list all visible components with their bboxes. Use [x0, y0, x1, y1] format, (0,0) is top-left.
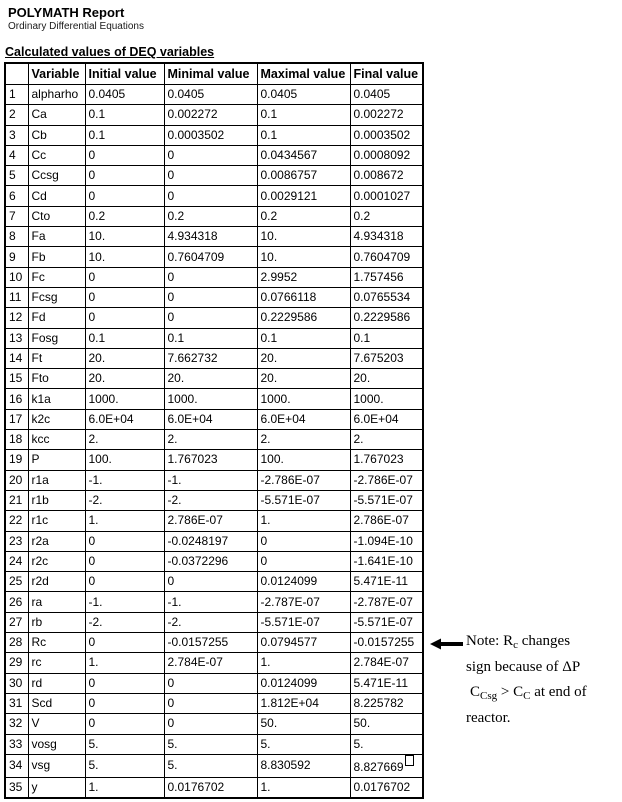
row-index-cell: 1 — [5, 85, 28, 105]
header-blank — [5, 63, 28, 85]
variable-cell: Cto — [28, 206, 85, 226]
variable-cell: P — [28, 450, 85, 470]
initial-value-cell: 20. — [85, 348, 164, 368]
note-line: reactor. — [466, 709, 511, 726]
initial-value-cell: 0.1 — [85, 125, 164, 145]
row-index-cell: 15 — [5, 369, 28, 389]
minimal-value-cell: -1. — [164, 470, 257, 490]
minimal-value-cell: 2.784E-07 — [164, 653, 257, 673]
table-row — [5, 287, 423, 307]
final-value-cell: 5.471E-11 — [350, 673, 423, 693]
variable-cell: kcc — [28, 430, 85, 450]
row-index-cell: 33 — [5, 734, 28, 754]
maximal-value-cell: -5.571E-07 — [257, 490, 350, 510]
minimal-value-cell: 0.7604709 — [164, 247, 257, 267]
final-value-cell: 0.7604709 — [350, 247, 423, 267]
initial-value-cell: 5. — [85, 734, 164, 754]
initial-value-cell: -1. — [85, 592, 164, 612]
row-index-cell: 22 — [5, 511, 28, 531]
header-final-value: Final value — [350, 63, 423, 85]
row-index-cell: 20 — [5, 470, 28, 490]
row-index-cell: 32 — [5, 714, 28, 734]
initial-value-cell: 0 — [85, 714, 164, 734]
row-index-cell: 10 — [5, 267, 28, 287]
table-row — [5, 247, 423, 267]
initial-value-cell: 0 — [85, 531, 164, 551]
maximal-value-cell: -2.786E-07 — [257, 470, 350, 490]
table-row — [5, 430, 423, 450]
initial-value-cell: 10. — [85, 247, 164, 267]
note-line — [466, 629, 618, 655]
minimal-value-cell: 0.002272 — [164, 105, 257, 125]
final-value-cell: 0.0003502 — [350, 125, 423, 145]
maximal-value-cell: 0.0086757 — [257, 166, 350, 186]
maximal-value-cell: -2.787E-07 — [257, 592, 350, 612]
initial-value-cell: 0 — [85, 551, 164, 571]
minimal-value-cell: 0 — [164, 673, 257, 693]
table-row — [5, 511, 423, 531]
row-index-cell: 16 — [5, 389, 28, 409]
variable-cell: k2c — [28, 409, 85, 429]
maximal-value-cell: 0.0124099 — [257, 572, 350, 592]
maximal-value-cell: 20. — [257, 348, 350, 368]
table-row — [5, 734, 423, 754]
initial-value-cell: 0.1 — [85, 105, 164, 125]
minimal-value-cell: 1000. — [164, 389, 257, 409]
final-value-cell: 0.008672 — [350, 166, 423, 186]
initial-value-cell: 0 — [85, 673, 164, 693]
row-index-cell: 26 — [5, 592, 28, 612]
header-row — [5, 63, 423, 85]
variable-cell: Ccsg — [28, 166, 85, 186]
initial-value-cell: 6.0E+04 — [85, 409, 164, 429]
final-value-cell: 8.225782 — [350, 693, 423, 713]
minimal-value-cell: 4.934318 — [164, 227, 257, 247]
minimal-value-cell: 2.786E-07 — [164, 511, 257, 531]
variable-cell: k1a — [28, 389, 85, 409]
table-row — [5, 267, 423, 287]
final-value-cell: 0.0765534 — [350, 287, 423, 307]
table-row — [5, 389, 423, 409]
row-index-cell: 28 — [5, 633, 28, 653]
table-header — [5, 63, 423, 85]
row-index-cell: 4 — [5, 145, 28, 165]
deq-variables-table — [4, 62, 424, 799]
table-row — [5, 531, 423, 551]
variable-cell: r1c — [28, 511, 85, 531]
row-index-cell: 12 — [5, 308, 28, 328]
row-index-cell: 13 — [5, 328, 28, 348]
maximal-value-cell: 0.1 — [257, 328, 350, 348]
variable-cell: r1b — [28, 490, 85, 510]
variable-cell: Ca — [28, 105, 85, 125]
maximal-value-cell: 0.2229586 — [257, 308, 350, 328]
minimal-value-cell: -0.0157255 — [164, 633, 257, 653]
final-value-cell: 1.767023 — [350, 450, 423, 470]
initial-value-cell: 0.2 — [85, 206, 164, 226]
initial-value-cell: 20. — [85, 369, 164, 389]
initial-value-cell: 1000. — [85, 389, 164, 409]
row-index-cell: 21 — [5, 490, 28, 510]
variable-cell: vsg — [28, 754, 85, 777]
initial-value-cell: 0.1 — [85, 328, 164, 348]
maximal-value-cell: 0.2 — [257, 206, 350, 226]
final-value-cell: 0.2 — [350, 206, 423, 226]
final-value-cell: 50. — [350, 714, 423, 734]
variable-cell: Cc — [28, 145, 85, 165]
minimal-value-cell: 20. — [164, 369, 257, 389]
table-row — [5, 673, 423, 693]
note-text: Note: R — [466, 633, 514, 649]
final-value-cell: 1.757456 — [350, 267, 423, 287]
row-index-cell: 2 — [5, 105, 28, 125]
deq-table-body — [5, 85, 423, 799]
initial-value-cell: 0 — [85, 166, 164, 186]
row-index-cell: 7 — [5, 206, 28, 226]
row-index-cell: 18 — [5, 430, 28, 450]
initial-value-cell: 10. — [85, 227, 164, 247]
margin-note — [466, 629, 618, 731]
variable-cell: r1a — [28, 470, 85, 490]
minimal-value-cell: 0 — [164, 714, 257, 734]
final-value-cell: 4.934318 — [350, 227, 423, 247]
final-value-cell: 6.0E+04 — [350, 409, 423, 429]
variable-cell: r2c — [28, 551, 85, 571]
minimal-value-cell: 0 — [164, 267, 257, 287]
initial-value-cell: -2. — [85, 612, 164, 632]
left-arrow-icon — [430, 638, 463, 650]
maximal-value-cell: 10. — [257, 227, 350, 247]
variable-cell: Fa — [28, 227, 85, 247]
unknown-character-box-glyph — [405, 755, 414, 766]
final-value-cell: -1.641E-10 — [350, 551, 423, 571]
final-value-cell: 7.675203 — [350, 348, 423, 368]
note-text: > C — [497, 684, 524, 700]
minimal-value-cell: -0.0372296 — [164, 551, 257, 571]
final-value-cell: 20. — [350, 369, 423, 389]
row-index-cell: 19 — [5, 450, 28, 470]
section-heading: Calculated values of DEQ variables — [5, 45, 215, 59]
row-index-cell: 9 — [5, 247, 28, 267]
table-row — [5, 693, 423, 713]
initial-value-cell: 0 — [85, 308, 164, 328]
maximal-value-cell: 1.812E+04 — [257, 693, 350, 713]
initial-value-cell: 1. — [85, 777, 164, 798]
maximal-value-cell: 6.0E+04 — [257, 409, 350, 429]
table-row — [5, 206, 423, 226]
variable-cell: Fb — [28, 247, 85, 267]
maximal-value-cell: 50. — [257, 714, 350, 734]
initial-value-cell: 0.0405 — [85, 85, 164, 105]
header-variable: Variable — [28, 63, 85, 85]
final-value-cell: 5.471E-11 — [350, 572, 423, 592]
initial-value-cell: 0 — [85, 572, 164, 592]
variable-cell: Fto — [28, 369, 85, 389]
minimal-value-cell: 0 — [164, 186, 257, 206]
table-row — [5, 369, 423, 389]
table-row — [5, 592, 423, 612]
initial-value-cell: 0 — [85, 633, 164, 653]
minimal-value-cell: 0 — [164, 308, 257, 328]
table-row — [5, 145, 423, 165]
final-value-cell: -5.571E-07 — [350, 612, 423, 632]
variable-cell: Fosg — [28, 328, 85, 348]
final-value-cell: -2.787E-07 — [350, 592, 423, 612]
variable-cell: Ft — [28, 348, 85, 368]
table-row — [5, 653, 423, 673]
row-index-cell: 29 — [5, 653, 28, 673]
maximal-value-cell: 10. — [257, 247, 350, 267]
row-index-cell: 30 — [5, 673, 28, 693]
initial-value-cell: -1. — [85, 470, 164, 490]
note-line: sign because of ΔP — [466, 658, 581, 675]
maximal-value-cell: 0.0029121 — [257, 186, 350, 206]
initial-value-cell: 0 — [85, 145, 164, 165]
final-value-cell: 0.0176702 — [350, 777, 423, 798]
initial-value-cell: 0 — [85, 693, 164, 713]
minimal-value-cell: 0 — [164, 145, 257, 165]
final-value-cell: -1.094E-10 — [350, 531, 423, 551]
variable-cell: V — [28, 714, 85, 734]
minimal-value-cell: 0 — [164, 572, 257, 592]
initial-value-cell: 2. — [85, 430, 164, 450]
initial-value-cell: 100. — [85, 450, 164, 470]
variable-cell: rc — [28, 653, 85, 673]
initial-value-cell: 1. — [85, 511, 164, 531]
minimal-value-cell: 0.2 — [164, 206, 257, 226]
initial-value-cell: 1. — [85, 653, 164, 673]
maximal-value-cell: 5. — [257, 734, 350, 754]
initial-value-cell: -2. — [85, 490, 164, 510]
maximal-value-cell: 8.830592 — [257, 754, 350, 777]
minimal-value-cell: -0.0248197 — [164, 531, 257, 551]
table-row — [5, 572, 423, 592]
final-value-cell: 5. — [350, 734, 423, 754]
final-value-cell: -2.786E-07 — [350, 470, 423, 490]
table-row — [5, 125, 423, 145]
table-row — [5, 186, 423, 206]
maximal-value-cell: 1000. — [257, 389, 350, 409]
variable-cell: r2d — [28, 572, 85, 592]
variable-cell: Cd — [28, 186, 85, 206]
minimal-value-cell: 0 — [164, 693, 257, 713]
table-row — [5, 450, 423, 470]
row-index-cell: 17 — [5, 409, 28, 429]
variable-cell: Cb — [28, 125, 85, 145]
row-index-cell: 14 — [5, 348, 28, 368]
minimal-value-cell: 0 — [164, 166, 257, 186]
final-value-cell: -5.571E-07 — [350, 490, 423, 510]
table-row — [5, 714, 423, 734]
initial-value-cell: 5. — [85, 754, 164, 777]
table-row — [5, 348, 423, 368]
note-text: at end of — [530, 684, 587, 700]
table-row — [5, 166, 423, 186]
variable-cell: y — [28, 777, 85, 798]
table-row — [5, 105, 423, 125]
table-row — [5, 777, 423, 798]
initial-value-cell: 0 — [85, 287, 164, 307]
variable-cell: rb — [28, 612, 85, 632]
initial-value-cell: 0 — [85, 186, 164, 206]
minimal-value-cell: 7.662732 — [164, 348, 257, 368]
maximal-value-cell: 0 — [257, 551, 350, 571]
maximal-value-cell: -5.571E-07 — [257, 612, 350, 632]
table-row — [5, 551, 423, 571]
row-index-cell: 11 — [5, 287, 28, 307]
maximal-value-cell: 0.0794577 — [257, 633, 350, 653]
minimal-value-cell: 0 — [164, 287, 257, 307]
variable-cell: alpharho — [28, 85, 85, 105]
minimal-value-cell: 0.0003502 — [164, 125, 257, 145]
table-row — [5, 754, 423, 777]
maximal-value-cell: 100. — [257, 450, 350, 470]
header-initial-value: Initial value — [85, 63, 164, 85]
minimal-value-cell: 0.0405 — [164, 85, 257, 105]
final-value-cell: 0.0008092 — [350, 145, 423, 165]
report-subtitle: Ordinary Differential Equations — [8, 21, 144, 32]
note-subscript: c — [513, 639, 518, 651]
variable-cell: Fc — [28, 267, 85, 287]
row-index-cell: 8 — [5, 227, 28, 247]
maximal-value-cell: 0.1 — [257, 105, 350, 125]
final-value-cell: 8.827669 — [350, 754, 423, 777]
maximal-value-cell: 1. — [257, 653, 350, 673]
variable-cell: ra — [28, 592, 85, 612]
maximal-value-cell: 0.0124099 — [257, 673, 350, 693]
final-value-cell: 2.786E-07 — [350, 511, 423, 531]
final-value-cell: 2.784E-07 — [350, 653, 423, 673]
header-minimal-value: Minimal value — [164, 63, 257, 85]
minimal-value-cell: -1. — [164, 592, 257, 612]
minimal-value-cell: 5. — [164, 734, 257, 754]
minimal-value-cell: -2. — [164, 612, 257, 632]
variable-cell: rd — [28, 673, 85, 693]
minimal-value-cell: 6.0E+04 — [164, 409, 257, 429]
variable-cell: Rc — [28, 633, 85, 653]
final-value-cell: 2. — [350, 430, 423, 450]
final-value-cell: 0.1 — [350, 328, 423, 348]
maximal-value-cell: 20. — [257, 369, 350, 389]
table-row — [5, 308, 423, 328]
row-index-cell: 23 — [5, 531, 28, 551]
note-text: C — [470, 684, 481, 700]
maximal-value-cell: 0 — [257, 531, 350, 551]
note-subscript: Csg — [480, 690, 498, 702]
note-subscript: C — [523, 690, 531, 702]
maximal-value-cell: 0.0434567 — [257, 145, 350, 165]
minimal-value-cell: 0.1 — [164, 328, 257, 348]
variable-cell: vosg — [28, 734, 85, 754]
table-row — [5, 490, 423, 510]
maximal-value-cell: 0.1 — [257, 125, 350, 145]
header-maximal-value: Maximal value — [257, 63, 350, 85]
minimal-value-cell: 0.0176702 — [164, 777, 257, 798]
final-value-cell: 0.2229586 — [350, 308, 423, 328]
maximal-value-cell: 1. — [257, 777, 350, 798]
table-row — [5, 409, 423, 429]
minimal-value-cell: -2. — [164, 490, 257, 510]
final-value-cell: 1000. — [350, 389, 423, 409]
row-index-cell: 27 — [5, 612, 28, 632]
initial-value-cell: 0 — [85, 267, 164, 287]
variable-cell: Scd — [28, 693, 85, 713]
minimal-value-cell: 2. — [164, 430, 257, 450]
variable-cell: Fcsg — [28, 287, 85, 307]
row-index-cell: 31 — [5, 693, 28, 713]
final-value-cell: 0.0001027 — [350, 186, 423, 206]
table-row — [5, 633, 423, 653]
variable-cell: r2a — [28, 531, 85, 551]
row-index-cell: 6 — [5, 186, 28, 206]
table-row — [5, 227, 423, 247]
minimal-value-cell: 5. — [164, 754, 257, 777]
row-index-cell: 5 — [5, 166, 28, 186]
report-title: POLYMATH Report — [8, 5, 125, 20]
maximal-value-cell: 0.0405 — [257, 85, 350, 105]
row-index-cell: 35 — [5, 777, 28, 798]
table-row — [5, 328, 423, 348]
final-value-cell: 0.0405 — [350, 85, 423, 105]
table-row — [5, 612, 423, 632]
variable-cell: Fd — [28, 308, 85, 328]
table-row — [5, 85, 423, 105]
row-index-cell: 24 — [5, 551, 28, 571]
row-index-cell: 3 — [5, 125, 28, 145]
final-value-cell: -0.0157255 — [350, 633, 423, 653]
maximal-value-cell: 2.9952 — [257, 267, 350, 287]
row-index-cell: 34 — [5, 754, 28, 777]
note-line — [466, 680, 618, 706]
note-text: changes — [517, 633, 571, 649]
maximal-value-cell: 0.0766118 — [257, 287, 350, 307]
minimal-value-cell: 1.767023 — [164, 450, 257, 470]
final-value-cell: 0.002272 — [350, 105, 423, 125]
row-index-cell: 25 — [5, 572, 28, 592]
maximal-value-cell: 1. — [257, 511, 350, 531]
maximal-value-cell: 2. — [257, 430, 350, 450]
table-row — [5, 470, 423, 490]
